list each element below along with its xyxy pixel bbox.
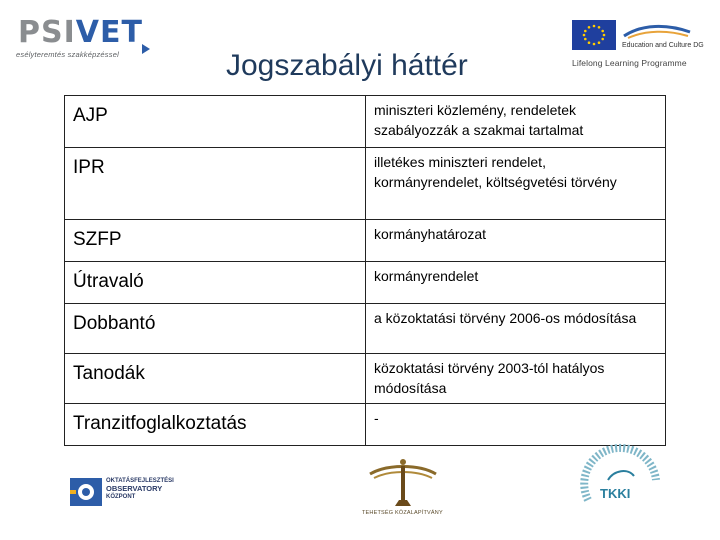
program-cell: Tanodák [65, 354, 366, 404]
eu-flag-icon [572, 20, 616, 50]
okt-text [106, 477, 174, 501]
description-cell: kormányrendelet [366, 262, 666, 304]
okt-line1: OKTATÁSFEJLESZTÉSI [106, 478, 174, 484]
psivet-arrow-icon [142, 44, 150, 54]
psivet-tagline: esélyteremtés szakképzéssel [16, 50, 119, 59]
program-cell: Dobbantó [65, 304, 366, 354]
program-cell: IPR [65, 148, 366, 220]
program-cell: Útravaló [65, 262, 366, 304]
psivet-name-part1: PSI [18, 15, 76, 50]
program-cell: AJP [65, 96, 366, 148]
legal-background-table [64, 95, 666, 446]
table-row [65, 148, 666, 220]
description-cell: miniszteri közlemény, rendeletek szabályozzák a szakmai tartalmat [366, 96, 666, 148]
page-title: Jogszabályi háttér [226, 49, 468, 82]
tehetseg-logo-icon [362, 456, 444, 510]
tehetseg-logo [362, 456, 444, 518]
eu-logo [572, 20, 704, 72]
table-row [65, 304, 666, 354]
description-cell: a közoktatási törvény 2006-os módosítása [366, 304, 666, 354]
description-cell: kormányhatározat [366, 220, 666, 262]
llp-text: Lifelong Learning Programme [572, 58, 687, 68]
description-cell: illetékes miniszteri rendelet, kormányrendelet, költségvetési törvény [366, 148, 666, 220]
program-cell: SZFP [65, 220, 366, 262]
okt-line2: OBSERVATORY [106, 484, 163, 493]
eu-dg-text: Education and Culture DG [622, 42, 704, 49]
psivet-logo [14, 16, 154, 62]
table-row [65, 96, 666, 148]
table-row [65, 262, 666, 304]
okt-logo-icon [70, 478, 102, 506]
table-row [65, 354, 666, 404]
tkki-text: TKKI [600, 486, 631, 501]
program-cell: Tranzitfoglalkoztatás [65, 404, 366, 446]
tehetseg-text: TEHETSÉG KÖZALAPÍTVÁNY [362, 510, 443, 516]
okt-line3: KÖZPONT [106, 494, 136, 500]
tkki-logo-icon [578, 440, 666, 520]
tkki-logo [578, 440, 666, 520]
description-cell: közoktatási törvény 2003-tól hatályos módosítása [366, 354, 666, 404]
table-row [65, 220, 666, 262]
psivet-wordmark [18, 16, 143, 50]
eu-swoosh-icon [622, 22, 692, 40]
table-row [65, 404, 666, 446]
description-cell: - [366, 404, 666, 446]
psivet-name-part2: VET [75, 15, 143, 50]
okt-logo [70, 474, 174, 510]
